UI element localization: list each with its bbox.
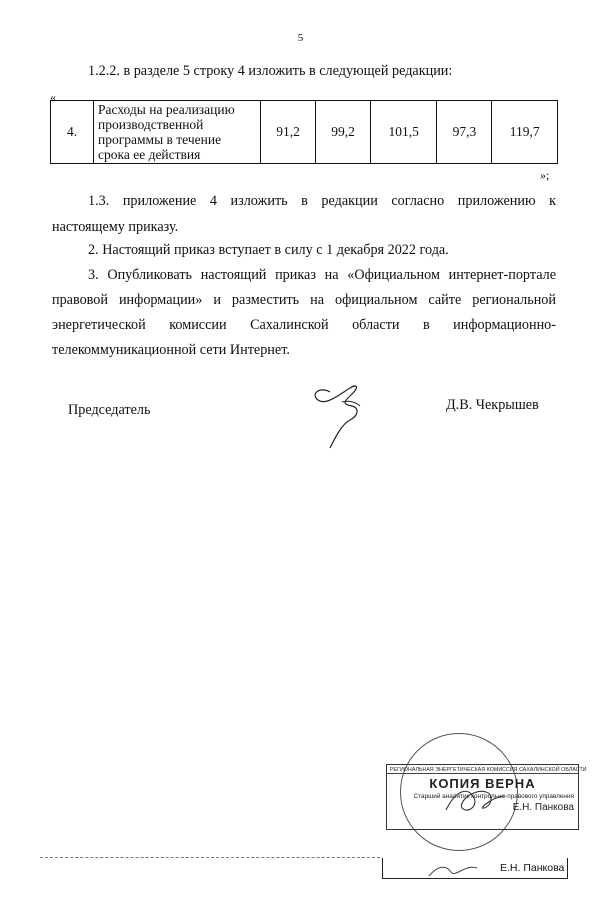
footer-signature bbox=[425, 858, 485, 882]
stamp-title: КОПИЯ ВЕРНА bbox=[429, 776, 536, 791]
signatory-position: Председатель bbox=[68, 402, 151, 418]
paragraph-1-3-line: настоящему приказу. bbox=[52, 219, 179, 235]
quote-open: « bbox=[50, 90, 56, 104]
value-cell: 91,2 bbox=[261, 101, 316, 164]
description-line: Расходы на реализацию bbox=[98, 102, 235, 117]
intro-line: 1.2.2. в разделе 5 строку 4 изложить в следующей редакции: bbox=[88, 63, 453, 79]
description-line: производственной bbox=[98, 117, 204, 132]
row-number-cell: 4. bbox=[51, 101, 94, 164]
description-line: программы в течение bbox=[98, 132, 222, 147]
description-line: срока ее действия bbox=[98, 147, 201, 162]
value-cell: 97,3 bbox=[437, 101, 492, 164]
paragraph-2: 2. Настоящий приказ вступает в силу с 1 декабря 2022 года. bbox=[88, 242, 449, 258]
value-cell: 99,2 bbox=[316, 101, 371, 164]
footer-dashed-line bbox=[40, 857, 380, 858]
stamp-position: Старший аналитик контрольно-правового управления bbox=[413, 793, 574, 800]
stamp-organization: РЕГИОНАЛЬНАЯ ЭНЕРГЕТИЧЕСКАЯ КОМИССИЯ САХАЛИНСКОЙ ОБЛАСТИ bbox=[387, 765, 578, 774]
page-number: 5 bbox=[297, 32, 304, 44]
paragraph-1-3-line: 1.3. приложение 4 изложить в редакции согласно приложению к bbox=[88, 193, 556, 209]
value-cell: 119,7 bbox=[492, 101, 558, 164]
row-description-cell bbox=[94, 101, 261, 164]
paragraph-3-line: правовой информации» и разместить на официальном сайте региональной bbox=[52, 292, 556, 308]
signatory-name: Д.В. Чекрышев bbox=[446, 397, 539, 413]
paragraph-3-line: телекоммуникационной сети Интернет. bbox=[52, 342, 290, 358]
table-row bbox=[51, 101, 558, 164]
value-cell: 101,5 bbox=[371, 101, 437, 164]
paragraph-3-line: 3. Опубликовать настоящий приказ на «Официальном интернет-портале bbox=[88, 267, 556, 283]
stamp-signature bbox=[438, 770, 518, 830]
footer-name: Е.Н. Панкова bbox=[500, 862, 565, 874]
amendment-table bbox=[50, 100, 558, 164]
handwritten-signature bbox=[300, 380, 380, 455]
stamp-name: Е.Н. Панкова bbox=[512, 802, 574, 813]
paragraph-3-line: энергетической комиссии Сахалинской области в информационно- bbox=[52, 317, 556, 333]
quote-close: »; bbox=[540, 168, 550, 182]
